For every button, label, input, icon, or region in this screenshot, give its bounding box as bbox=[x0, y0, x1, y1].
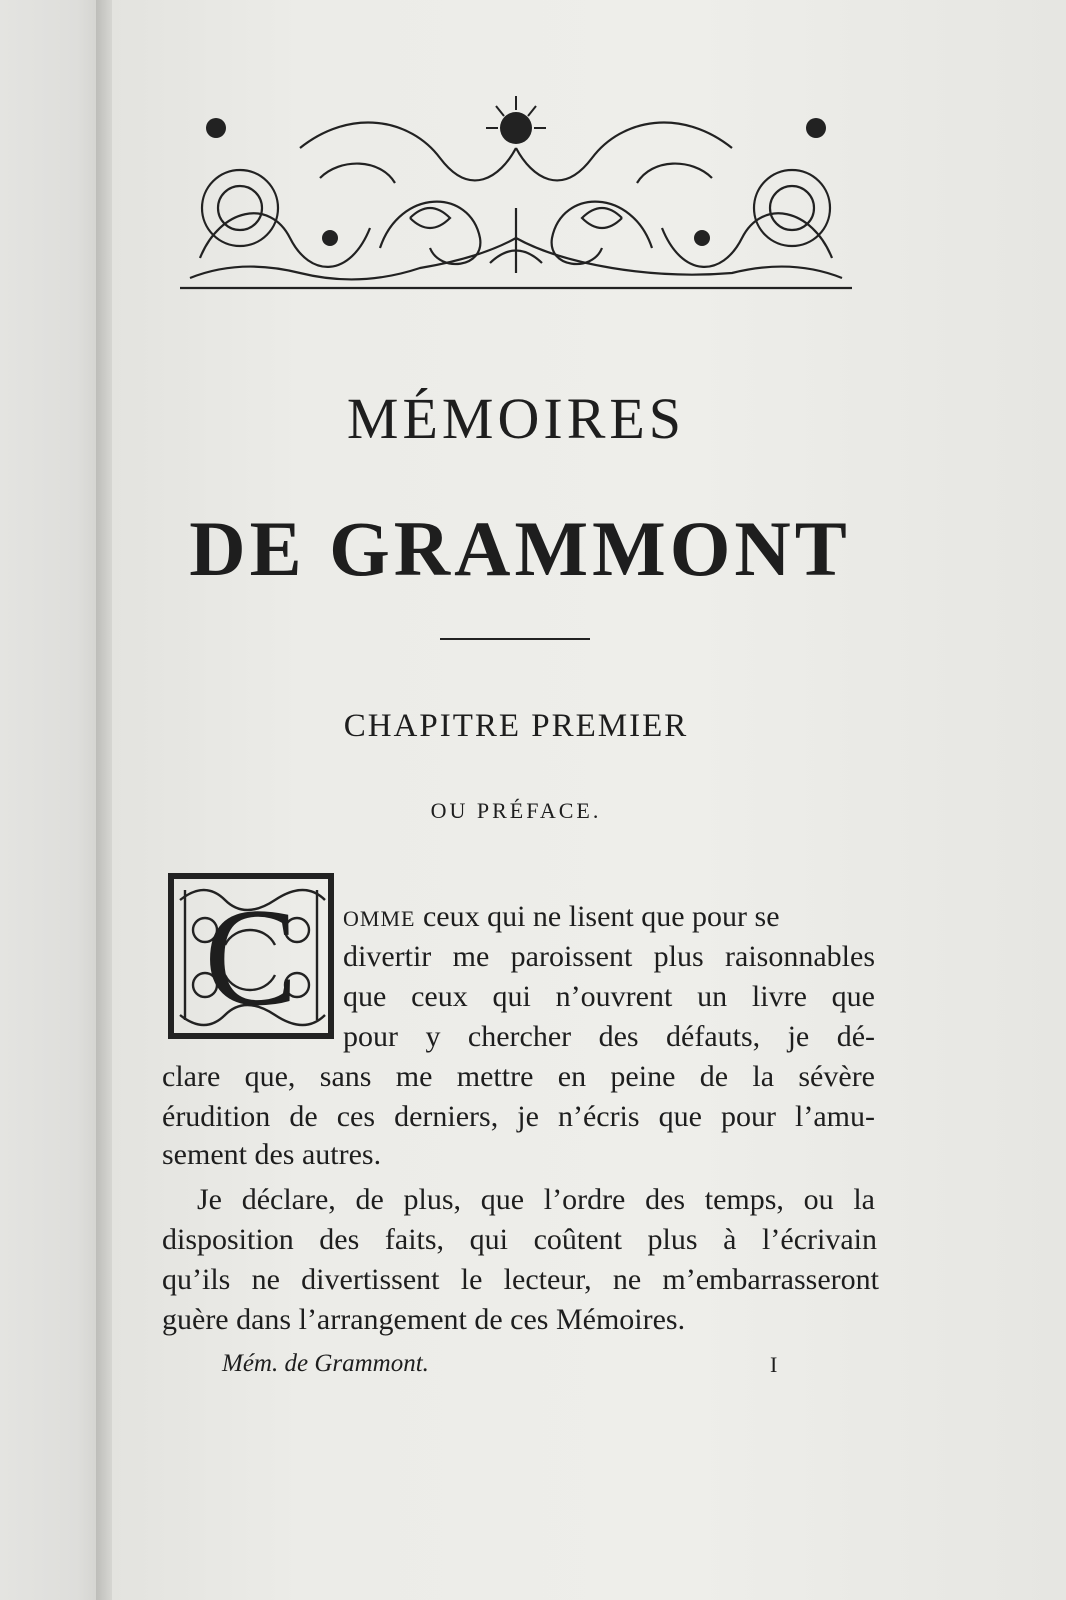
left-page-edge bbox=[0, 0, 110, 1600]
paragraph1-line-5: clare que, sans me mettre en peine de la sévère bbox=[162, 1060, 875, 1093]
paragraph1-line-2: divertir me paroissent plus raisonnables bbox=[343, 940, 875, 973]
chapter-heading: CHAPITRE PREMIER bbox=[343, 708, 689, 744]
paragraph2-line-1: Je déclare, de plus, que l’ordre des temps, ou la bbox=[197, 1183, 875, 1216]
paragraph2-line-3: qu’ils ne divertissent le lecteur, ne m’embarrasseront bbox=[162, 1263, 879, 1296]
paragraph1-line-1-text: ceux qui ne lisent que pour se bbox=[415, 900, 780, 933]
decorative-drop-cap bbox=[165, 870, 337, 1042]
title-divider bbox=[440, 638, 590, 640]
running-footer: Mém. de Grammont. bbox=[222, 1350, 429, 1377]
chapter-subheading: OU PRÉFACE. bbox=[430, 798, 602, 823]
paragraph2-line-2: disposition des faits, qui coûtent plus à l’écrivain bbox=[162, 1223, 877, 1256]
paragraph2-line-4: guère dans l’arrangement de ces Mémoires. bbox=[162, 1303, 686, 1336]
paragraph1-line-1 bbox=[343, 902, 875, 932]
small-caps-first-word: OMME bbox=[343, 906, 416, 931]
ornamental-headpiece bbox=[180, 88, 852, 293]
paragraph1-line-7: sement des autres. bbox=[162, 1138, 382, 1171]
title-line-2: DE GRAMMONT bbox=[189, 505, 851, 592]
title-line-1: MÉMOIRES bbox=[346, 386, 686, 451]
paragraph1-line-3: que ceux qui n’ouvrent un livre que bbox=[343, 980, 875, 1013]
signature-mark: I bbox=[770, 1352, 778, 1377]
drop-cap-letter: C bbox=[204, 880, 298, 1035]
paragraph1-line-6: érudition de ces derniers, je n’écris que pour l’amu- bbox=[162, 1100, 875, 1133]
paragraph1-line-4: pour y chercher des défauts, je dé- bbox=[343, 1020, 875, 1053]
